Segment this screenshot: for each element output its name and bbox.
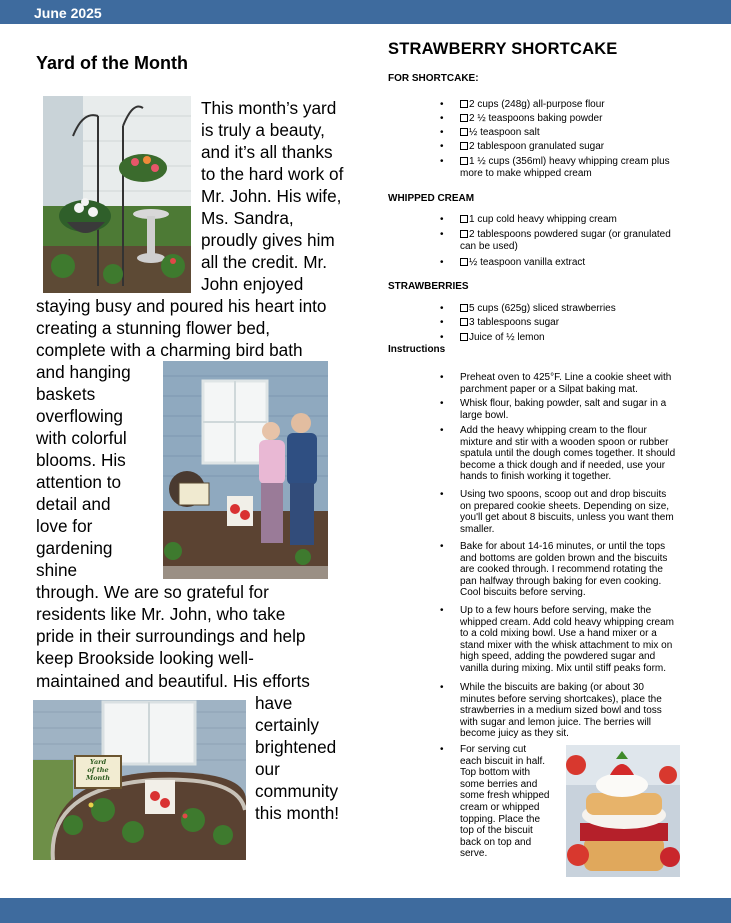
bullet: • <box>440 489 444 500</box>
checkbox-icon <box>460 333 468 341</box>
yard-text-line: blooms. His <box>36 450 126 470</box>
bullet: • <box>440 541 444 552</box>
yard-text-line: brightened <box>255 737 337 757</box>
checkbox-icon <box>460 304 468 312</box>
yard-text-line: Ms. Sandra, <box>201 208 294 228</box>
yard-text-line: certainly <box>255 715 319 735</box>
instruction-step: Add the heavy whipping cream to the flour mixture and stir with a wooden spoon or rubber spatula until the dough comes together. It should become a thick dough and if needed, use your hands to finish working it together. <box>460 425 676 483</box>
ingredient-item: ½ teaspoon vanilla extract <box>460 257 730 269</box>
yard-title: Yard of the Month <box>36 53 188 73</box>
bullet: • <box>440 99 444 110</box>
yard-text-line: through. We are so grateful for <box>36 582 269 602</box>
ingredient-item: 3 tablespoons sugar <box>460 317 730 329</box>
yard-text-line: our <box>255 759 280 779</box>
instructions-heading: Instructions <box>388 344 446 355</box>
yard-text-line: keep Brookside looking well- <box>36 648 254 668</box>
bullet: • <box>440 214 444 225</box>
yard-text-line: all the credit. Mr. <box>201 252 328 272</box>
checkbox-icon <box>460 114 468 122</box>
bullet: • <box>440 605 444 616</box>
yard-text-line: proudly gives him <box>201 230 335 250</box>
ingredient-item: Juice of ½ lemon <box>460 332 730 344</box>
garden-photo-baskets <box>43 96 191 293</box>
bullet: • <box>440 398 444 409</box>
yard-text-line: maintained and beautiful. His efforts <box>36 671 310 691</box>
garden-illustration <box>43 96 191 293</box>
yard-text-line: creating a stunning flower bed, <box>36 318 271 338</box>
bullet: • <box>440 113 444 124</box>
bullet: • <box>440 229 444 240</box>
yard-text-line: and it’s all thanks <box>201 142 333 162</box>
bullet: • <box>440 372 444 383</box>
instruction-step: Bake for about 14-16 minutes, or until the tops and bottoms are golden brown and the biscuits are cooked through. I recommend rotating the pan halfway through baking for even cooking. Cool biscuits before serving. <box>460 541 668 599</box>
yard-text-line: pride in their surroundings and help <box>36 626 306 646</box>
instruction-step: Using two spoons, scoop out and drop biscuits on prepared cookie sheets. Depending on size, you'll get about 8 biscuits, unless you want them smaller. <box>460 489 674 535</box>
bullet: • <box>440 682 444 693</box>
issue-date: June 2025 <box>34 5 102 21</box>
bullet: • <box>440 127 444 138</box>
yard-text-line: Mr. John. His wife, <box>201 186 342 206</box>
instruction-step: Whisk flour, baking powder, salt and sugar in a large bowl. <box>460 398 667 421</box>
garden-photo-flowerbed <box>33 700 246 860</box>
shortcake-illustration <box>566 745 680 877</box>
bullet: • <box>440 744 444 755</box>
yard-text-line: John enjoyed <box>201 274 304 294</box>
ingredient-item: 2 tablespoons powdered sugar (or granulated <box>460 229 730 241</box>
garden-photo-couple <box>163 361 328 579</box>
checkbox-icon <box>460 100 468 108</box>
recipe-title: STRAWBERRY SHORTCAKE <box>388 40 618 58</box>
ingredient-item: 2 tablespoon granulated sugar <box>460 141 730 153</box>
berries-heading: STRAWBERRIES <box>388 281 469 292</box>
yard-text-line: residents like Mr. John, who take <box>36 604 286 624</box>
header-bar <box>0 0 731 24</box>
checkbox-icon <box>460 142 468 150</box>
bullet: • <box>440 257 444 268</box>
ingredient-item: 2 ½ teaspoons baking powder <box>460 113 730 125</box>
bullet: • <box>440 332 444 343</box>
yard-text-line: gardening <box>36 538 113 558</box>
yard-text-line: overflowing <box>36 406 123 426</box>
checkbox-icon <box>460 215 468 223</box>
instruction-step: While the biscuits are baking (or about 30 minutes before serving shortcakes), place the strawberries in a medium sized bowl and toss with sugar and lemon juice. The berries will become juicy as they sit. <box>460 682 662 740</box>
yard-text-line: This month’s yard <box>201 98 337 118</box>
shortcake-photo <box>566 745 680 877</box>
yard-text-line: with colorful <box>36 428 127 448</box>
yard-text-line: love for <box>36 516 93 536</box>
checkbox-icon <box>460 318 468 326</box>
bullet: • <box>440 317 444 328</box>
checkbox-icon <box>460 128 468 136</box>
bullet: • <box>440 303 444 314</box>
yard-text-line: attention to <box>36 472 122 492</box>
checkbox-icon <box>460 258 468 266</box>
cream-heading: WHIPPED CREAM <box>388 193 475 204</box>
yard-text-line: have <box>255 693 293 713</box>
ingredient-item-cont: can be used) <box>460 241 518 252</box>
yard-text-line: and hanging <box>36 362 131 382</box>
ingredient-item: 1 cup cold heavy whipping cream <box>460 214 730 226</box>
shortcake-heading: FOR SHORTCAKE: <box>388 73 479 84</box>
ingredient-item: 1 ½ cups (356ml) heavy whipping cream plus <box>460 156 730 168</box>
yard-text-line: is truly a beauty, <box>201 120 325 140</box>
ingredient-item: 2 cups (248g) all-purpose flour <box>460 99 730 111</box>
instruction-step: Preheat oven to 425°F. Line a cookie sheet with parchment paper or a Silpat baking mat. <box>460 372 672 395</box>
bullet: • <box>440 156 444 167</box>
flowerbed-illustration <box>33 700 246 860</box>
bullet: • <box>440 141 444 152</box>
checkbox-icon <box>460 230 468 238</box>
ingredient-item-cont: more to make whipped cream <box>460 168 592 179</box>
yard-text-line: this month! <box>255 803 340 823</box>
yard-text-line: detail and <box>36 494 111 514</box>
yard-text-line: shine <box>36 560 78 580</box>
yard-sign: Yard of the Month <box>86 758 110 782</box>
instruction-step: Up to a few hours before serving, make the whipped cream. Add cold heavy whipping cream to a cold mixing bowl. Use a hand mixer or a stand mixer with the whisk attachment to mix on high speed, adding the powdered sugar and vanilla during mixing. Mix until stiff peaks form. <box>460 605 675 674</box>
bullet: • <box>440 425 444 436</box>
ingredient-item: 5 cups (625g) sliced strawberries <box>460 303 730 315</box>
instruction-step: For serving cut each biscuit in half. Top bottom with some berries and some fresh whipped cream or whipped topping. Place the top of the biscuit back on top and serve. <box>460 744 550 860</box>
ingredient-item: ½ teaspoon salt <box>460 127 730 139</box>
couple-illustration <box>163 361 328 579</box>
yard-text-line: to the hard work of <box>201 164 344 184</box>
yard-text-line: staying busy and poured his heart into <box>36 296 327 316</box>
yard-text-line: complete with a charming bird bath <box>36 340 303 360</box>
yard-text-line: baskets <box>36 384 96 404</box>
footer-bar <box>0 898 731 923</box>
checkbox-icon <box>460 157 468 165</box>
yard-text-line: community <box>255 781 339 801</box>
